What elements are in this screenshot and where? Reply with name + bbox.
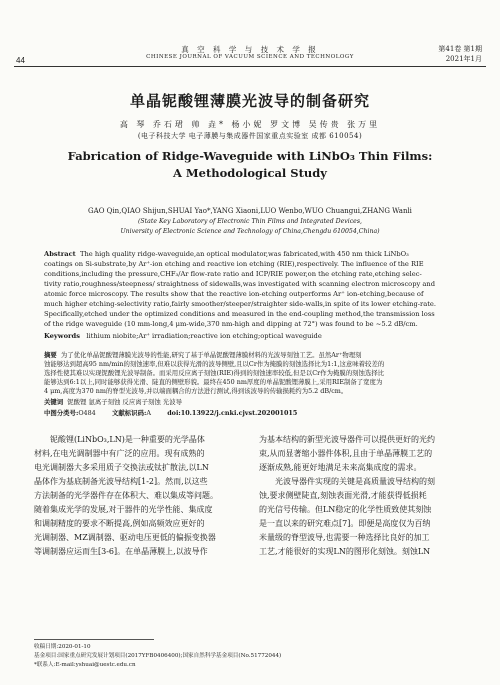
keywords-cn-text: 铌酸锂 氩离子刻蚀 反应离子刻蚀 光波导 bbox=[67, 398, 182, 406]
body-line: 晶体作为基底制备光波导结构[1-2]。然而,以这些 bbox=[34, 477, 208, 486]
footnote-contact: *联系人:E-mail:yshuai@uestc.edu.cn bbox=[34, 662, 136, 668]
abstract-cn-text: 为了优化单晶铌酸锂薄膜光波导的性能,研究了基于单晶铌酸锂薄膜材料的光波导刻蚀工艺。虽然Ar⁺物理刻 bbox=[60, 351, 362, 359]
abstract-cn-line: 能够达到6:1以上,同时能够获得光滑、陡直的侧壁形貌。最终在450 nm厚度的单晶铌酸锂薄膜上,采用RIE制备了宽度为 bbox=[44, 378, 383, 386]
abstract-en-line: much higher etching-selectivity ratio,fairly smoother/steeper/straighter side-walls,in spite of its lower etching-rate. bbox=[44, 300, 436, 308]
doc-code-value: A bbox=[146, 409, 151, 417]
journal-volume: 第41卷 第1期 bbox=[438, 45, 482, 53]
body-line: 和调制精度的要求不断提高,例如高频效应更好的 bbox=[34, 519, 205, 528]
abstract-cn-line: 4 μm,高度为370 nm的脊型光波导,并以端面耦合的方法进行测试,得到该波导的传输损耗约为5.2 dB/cm。 bbox=[44, 387, 348, 395]
keywords-en bbox=[44, 331, 460, 341]
abstract-en-line bbox=[44, 249, 460, 259]
body-line: 等调制器应运而生[3-6]。在单晶薄膜上,以波导作 bbox=[34, 547, 208, 556]
body-line: 是一直以来的研究难点[7]。即便是高度仅为百纳 bbox=[259, 519, 431, 528]
abstract-en-line: conditions,including the pressure,CHF₃/Ar flow-rate ratio and ICP/RIE power,on the etching rate,etching selec- bbox=[44, 270, 422, 278]
journal-date: 2021年1月 bbox=[445, 55, 482, 63]
doi-value: 10.13922/j.cnki.cjvst.202001015 bbox=[180, 409, 298, 417]
abstract-en-line: of the ridge waveguide (10 mm-long,4 μm-wide,370 nm-high and dipping at 72°) was found to be ~5.2 dB/cm. bbox=[44, 320, 418, 328]
title-cn: 单晶铌酸锂薄膜光波导的制备研究 bbox=[129, 92, 370, 110]
classification-line bbox=[44, 409, 460, 418]
doi-label: doi: bbox=[167, 409, 181, 417]
abstract-en-label: Abstract bbox=[44, 250, 76, 258]
abstract-en-line: coatings on Si-substrate,by Ar⁺-ion etching and reactive ion etching (RIE),respectively. The influence of the RIE bbox=[44, 260, 424, 268]
keywords-en-text: lithium niobite;Ar⁺ irradiation;reactive ion etching;optical waveguide bbox=[86, 332, 322, 340]
body-line: 的光信号传输。但LN稳定的化学性质致使其刻蚀 bbox=[259, 505, 432, 514]
body-line: 铌酸锂(LiNbO₃,LN)是一种重要的光学晶体 bbox=[50, 435, 205, 444]
keywords-en-label: Keywords bbox=[44, 332, 80, 340]
clc-value: O484 bbox=[78, 409, 96, 417]
abstract-cn-line: 选择性使其难以实现铌酸锂光波导制备。而采用反应离子刻蚀(RIE)得到的刻蚀速率较低,但是以Cr作为掩膜的刻蚀选择比 bbox=[44, 369, 385, 377]
affiliation-en-line-2: University of Electronic Science and Technology of China,Chengdu 610054,China) bbox=[120, 228, 380, 235]
keywords-cn bbox=[44, 398, 460, 407]
abstract-en-line: atomic force microscopy. The results show that the reactive ion-etching outperforms Ar⁺ ion-etching,because of bbox=[44, 290, 424, 298]
journal-name-cn: 真 空 科 学 与 技 术 学 报 bbox=[181, 45, 319, 54]
body-line: 蚀,要求侧壁陡直,刻蚀表面光滑,才能获得低损耗 bbox=[259, 491, 427, 500]
body-line: 随着集成光学的发展,对于器件的光学性能、集成度 bbox=[34, 505, 213, 514]
body-line: 米量级的脊型波导,也需要一种选择比良好的加工 bbox=[259, 533, 430, 542]
title-en-line-1: Fabrication of Ridge-Waveguide with LiNbO₃ Thin Films: bbox=[67, 149, 433, 163]
abstract-en-line: tivity ratio,roughness/steepness/ straightness of sidewalls,was investigated with scanning electron microscopy and bbox=[44, 280, 435, 288]
body-line: 束,从而显著缩小器件体积,且由于单晶薄膜工艺的 bbox=[259, 449, 433, 458]
abstract-cn-label: 摘要 bbox=[44, 351, 57, 359]
authors-en: GAO Qin,QIAO Shijun,SHUAI Yao*,YANG Xiaoni,LUO Wenbo,WUO Chuangui,ZHANG Wanli bbox=[88, 207, 412, 215]
page-number: 44 bbox=[16, 56, 25, 65]
footnote-funding: 基金项目:国家重点研究发展计划项目(2017YFB0406400);国家自然科学基金项目(No.51772044) bbox=[34, 653, 282, 659]
abstract-cn-line bbox=[44, 351, 460, 360]
title-en-line-2: A Methodological Study bbox=[172, 166, 327, 180]
authors-cn: 高 琴 乔石珺 帅 垚* 杨小妮 罗文博 吴传贵 张万里 bbox=[119, 120, 381, 129]
journal-name-en: CHINESE JOURNAL OF VACUUM SCIENCE AND TECHNOLOGY bbox=[146, 54, 354, 60]
doc-code-label: 文献标识码: bbox=[112, 409, 147, 417]
affiliation-cn: (电子科技大学 电子薄膜与集成器件国家重点实验室 成都 610054) bbox=[137, 132, 363, 140]
body-line: 光波导器件实现的关键是高质量波导结构的刻 bbox=[275, 477, 435, 486]
body-line: 工艺,才能很好的实现LN的图形化刻蚀。刻蚀LN bbox=[259, 547, 431, 556]
abstract-cn-line: 蚀能够达到超高95 nm/min的刻蚀速率,但难以获得光滑的波导侧壁,且以Cr作为掩膜的刻蚀选择比为1:1,这意味着较差的 bbox=[44, 360, 385, 368]
body-line: 电光调制器大多采用质子交换法或钛扩散法,以LN bbox=[34, 463, 209, 472]
footnote-received: 收稿日期:2020-01-10 bbox=[34, 644, 91, 650]
body-line: 逐渐成熟,能更好地满足未来高集成度的需求。 bbox=[259, 463, 422, 472]
body-line: 材料,在电光调制器中有广泛的应用。现有成熟的 bbox=[34, 449, 205, 458]
body-line: 方法制备的光学器件存在体积大、难以集成等问题。 bbox=[34, 491, 218, 500]
abstract-en-text: The high quality ridge-waveguide,an optical modulator,was fabricated,with 450 nm thick LiNbO₃ bbox=[80, 250, 409, 258]
clc-label: 中图分类号: bbox=[44, 409, 79, 417]
footnote-rule bbox=[34, 639, 154, 640]
body-line: 为基本结构的新型光波导器件可以提供更好的光约 bbox=[259, 435, 435, 444]
affiliation-en-line-1: (State Key Laboratory of Electronic Thin Films and Integrated Devices, bbox=[138, 218, 362, 225]
header-rule bbox=[14, 66, 486, 67]
abstract-en-line: Specifically,etched under the optimized conditions and measured in the end-coupling method,the transmission loss bbox=[44, 310, 435, 318]
body-line: 光调制器、MZ调制器、驱动电压更低的偏振变换器 bbox=[34, 533, 216, 542]
keywords-cn-label: 关键词 bbox=[44, 398, 64, 406]
